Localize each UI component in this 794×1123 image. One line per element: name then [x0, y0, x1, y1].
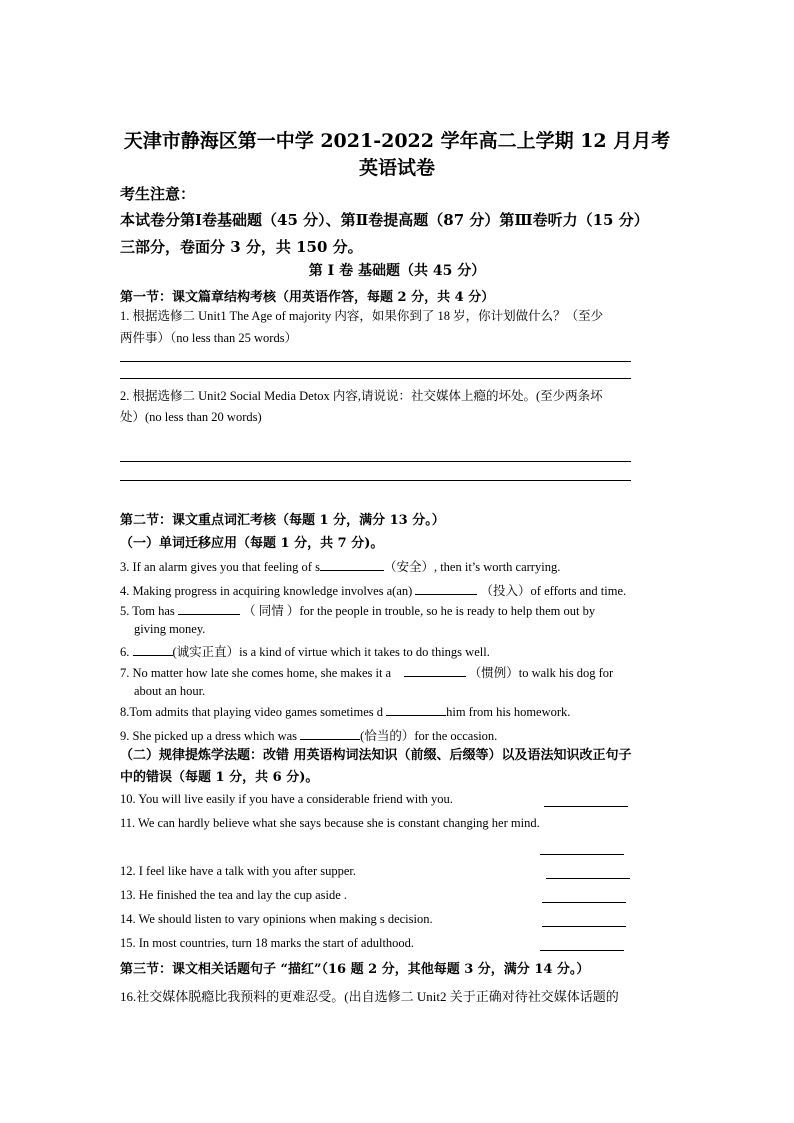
q14-answer-line[interactable]: [542, 926, 626, 927]
q13: 13. He finished the tea and lay the cup aside .: [120, 888, 348, 902]
q15-answer-line[interactable]: [540, 950, 624, 951]
q9-blank[interactable]: [300, 738, 360, 740]
q8: 8.Tom admits that playing video games sometimes d him from his homework.: [120, 705, 571, 719]
q2-answer-line-1[interactable]: [120, 461, 631, 462]
q2-answer-line-2[interactable]: [120, 480, 631, 481]
part1-title: 第 Ⅰ 卷 基础题（共 45 分）: [308, 263, 486, 279]
q3: 3. If an alarm gives you that feeling of s （安全）, then it’s worth carrying.: [120, 560, 561, 574]
q5-cont: giving money.: [134, 622, 206, 636]
q15: 15. In most countries, turn 18 marks the start of adulthood.: [120, 936, 415, 950]
q5-blank[interactable]: [178, 613, 240, 615]
q7-blank[interactable]: [404, 675, 466, 677]
q12: 12. I feel like have a talk with you after supper.: [120, 864, 357, 878]
subsection2-line-2: 中的错误（每题 1 分，共 6 分)。: [120, 770, 319, 785]
section2-title: 第二节：课文重点词汇考核（每题 1 分，满分 13 分。）: [120, 513, 445, 528]
q4-blank[interactable]: [415, 593, 477, 595]
subsection1-title: （一）单词迁移应用（每题 1 分，共 7 分)。: [120, 536, 384, 551]
exam-subtitle: 英语试卷: [358, 157, 435, 179]
q11: 11. We can hardly believe what she says because she is constant changing her mind.: [120, 816, 540, 830]
q10: 10. You will live easily if you have a considerable friend with you.: [120, 792, 453, 806]
q2-line-2: 处）(no less than 20 words): [120, 410, 262, 424]
q13-answer-line[interactable]: [542, 902, 626, 903]
notice-line-2: 三部分，卷面分 3 分，共 150 分。: [120, 238, 363, 256]
q12-answer-line[interactable]: [546, 878, 630, 879]
q14: 14. We should listen to vary opinions when making s decision.: [120, 912, 433, 926]
q1-answer-line-2[interactable]: [120, 378, 631, 379]
q4: 4. Making progress in acquiring knowledge involves a(an) （投入）of efforts and time.: [120, 584, 627, 598]
q3-blank[interactable]: [320, 569, 384, 571]
q6-blank[interactable]: [133, 654, 173, 656]
q5: 5. Tom has （ 同情 ）for the people in trouble, so he is ready to help them out by: [120, 604, 596, 618]
q1-line-2: 两件事）（no less than 25 words）: [120, 331, 298, 345]
q8-blank[interactable]: [386, 714, 446, 716]
q7-cont: about an hour.: [134, 684, 206, 698]
exam-title: 天津市静海区第一中学 2021-2022 学年高二上学期 12 月月考: [123, 130, 671, 152]
notice-label: 考生注意：: [120, 185, 196, 203]
q2-line-1: 2. 根据选修二 Unit2 Social Media Detox 内容,请说说：社交媒体上瘾的坏处。(至少两条坏: [120, 389, 603, 403]
section3-title: 第三节：课文相关话题句子 “描红”（16 题 2 分，其他每题 3 分，满分 14 分。）: [120, 962, 590, 977]
q10-answer-line[interactable]: [544, 806, 628, 807]
q7: 7. No matter how late she comes home, she makes it a （惯例）to walk his dog for: [120, 666, 614, 680]
q9: 9. She picked up a dress which was (恰当的）for the occasion.: [120, 729, 498, 743]
q11-answer-line[interactable]: [540, 854, 624, 855]
subsection2-line-1: （二）规律提炼学法题：改错 用英语构词法知识（前缀、后缀等）以及语法知识改正句子: [120, 748, 632, 763]
q16: 16.社交媒体脱瘾比我预料的更难忍受。(出自选修二 Unit2 关于正确对待社交媒体话题的: [120, 989, 619, 1004]
section1-title: 第一节：课文篇章结构考核（用英语作答，每题 2 分，共 4 分）: [120, 290, 495, 305]
q1-answer-line-1[interactable]: [120, 361, 631, 362]
q6: 6. (诚实正直）is a kind of virtue which it takes to do things well.: [120, 645, 490, 659]
notice-line-1: 本试卷分第Ⅰ卷基础题（45 分）、第Ⅱ卷提高题（87 分）第Ⅲ卷听力（15 分）: [120, 211, 649, 229]
q1-line-1: 1. 根据选修二 Unit1 The Age of majority 内容，如果你到了 18 岁，你计划做什么？（至少: [120, 309, 604, 323]
